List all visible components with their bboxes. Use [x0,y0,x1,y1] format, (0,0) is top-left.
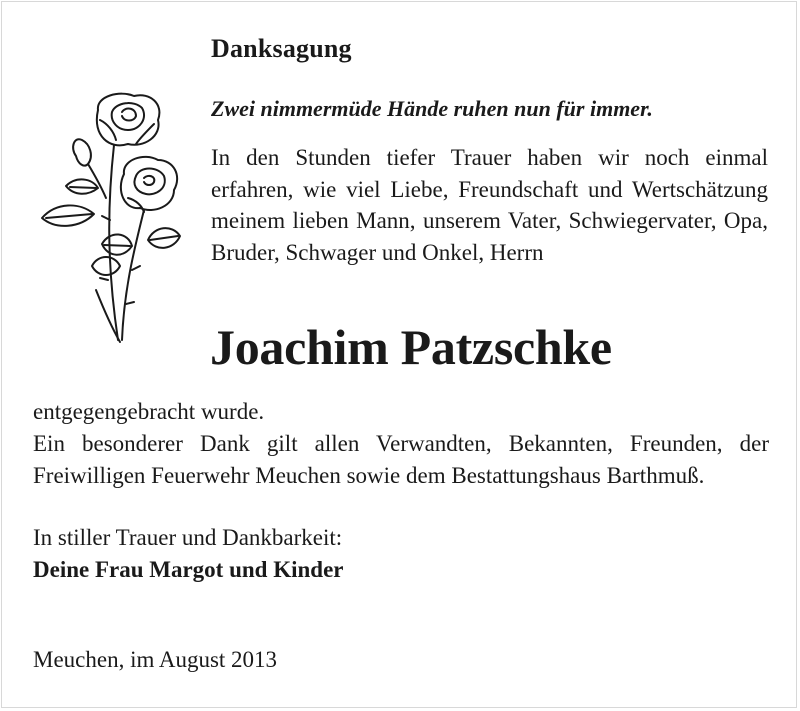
motto: Zwei nimmermüde Hände ruhen nun für immer. [211,96,653,121]
deceased-name: Joachim Patzschke [210,319,612,375]
continuation-text: entgegengebracht wurde. [33,399,265,424]
place-date: Meuchen, im August 2013 [33,647,278,672]
family-signature: Deine Frau Margot und Kinder [33,557,344,582]
thanks-body [33,396,769,586]
notice-title: Danksagung [211,34,352,63]
special-thanks-paragraph: Ein besonderer Dank gilt allen Verwandten, Bekannten, Freunden, der Freiwilligen Feuerwehr Meuchen sowie dem Bestattungshaus Barthmuß. [33,431,769,488]
spacer [33,492,769,522]
intro-paragraph: In den Stunden tiefer Trauer haben wir noch einmal erfahren, wie viel Liebe, Freundschaft und Wertschätzung meinem lieben Mann, unserem Vater, Schwiegervater, Opa, Bruder, Schwager und Onkel, Herrn [211,145,768,265]
rose-drawing-icon [36,90,186,350]
closing-line: In stiller Trauer und Dankbarkeit: [33,525,343,550]
